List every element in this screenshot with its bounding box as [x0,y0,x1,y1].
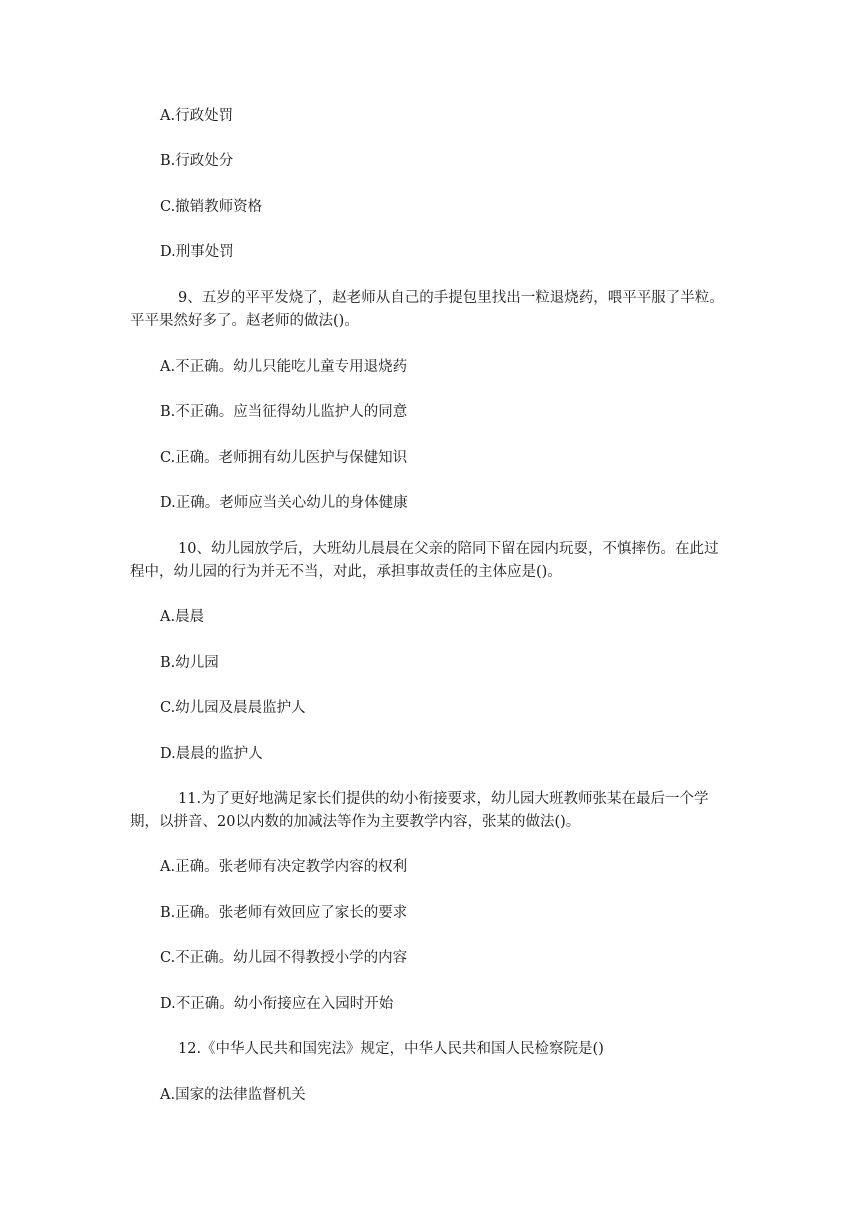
q11-stem-line-1: 11.为了更好地满足家长们提供的幼小衔接要求，幼儿园大班教师张某在最后一个学 [178,791,709,807]
q9-stem-line-1: 9、五岁的平平发烧了，赵老师从自己的手提包里找出一粒退烧药，喂平平服了半粒。 [178,290,724,306]
q9-option-b: B.不正确。应当征得幼儿监护人的同意 [160,404,408,420]
q8-option-a: A.行政处罚 [160,108,234,124]
q11-option-b: B.正确。张老师有效回应了家长的要求 [160,905,408,921]
q10-option-a: A.晨晨 [160,609,205,625]
q8-option-b: B.行政处分 [160,153,234,169]
q10-option-c: C.幼儿园及晨晨监护人 [160,700,306,716]
q9-option-d: D.正确。老师应当关心幼儿的身体健康 [160,495,408,511]
q8-option-d: D.刑事处罚 [160,244,234,260]
q10-option-d: D.晨晨的监护人 [160,746,263,762]
q9-stem-line-2: 平平果然好多了。赵老师的做法()。 [130,313,359,329]
q11-option-a: A.正确。张老师有决定教学内容的权利 [160,859,408,875]
q8-option-c: C.撤销教师资格 [160,199,263,215]
q9-option-c: C.正确。老师拥有幼儿医护与保健知识 [160,450,408,466]
q11-option-d: D.不正确。幼小衔接应在入园时开始 [160,996,394,1012]
q10-stem-line-1: 10、幼儿园放学后，大班幼儿晨晨在父亲的陪同下留在园内玩耍，不慎摔伤。在此过 [178,541,719,557]
q11-stem-line-2: 期，以拼音、20以内数的加减法等作为主要教学内容，张某的做法()。 [130,814,581,830]
q11-option-c: C.不正确。幼儿园不得教授小学的内容 [160,950,408,966]
q12-option-a: A.国家的法律监督机关 [160,1087,306,1103]
q9-option-a: A.不正确。幼儿只能吃儿童专用退烧药 [160,359,408,375]
q10-stem-line-2: 程中，幼儿园的行为并无不当，对此，承担事故责任的主体应是()。 [130,564,562,580]
q12-stem-line-1: 12.《中华人民共和国宪法》规定，中华人民共和国人民检察院是() [178,1041,604,1057]
q10-option-b: B.幼儿园 [160,655,219,671]
